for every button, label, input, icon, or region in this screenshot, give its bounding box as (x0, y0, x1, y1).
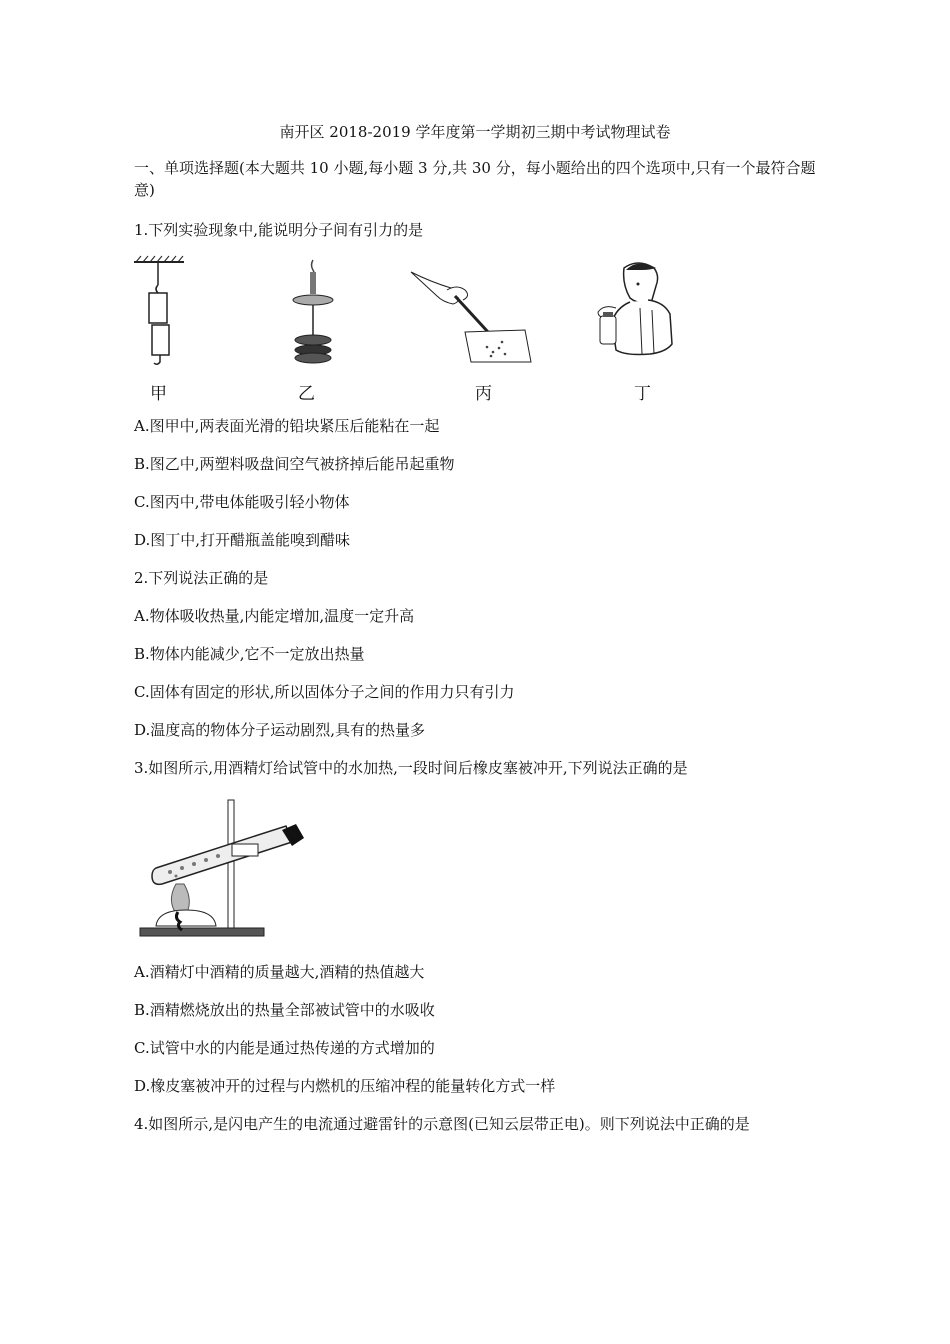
q3-option-c: C.试管中水的内能是通过热传递的方式增加的 (134, 1039, 435, 1057)
q1-option-a: A.图甲中,两表面光滑的铅块紧压后能粘在一起 (134, 417, 440, 435)
figure-ding-vinegar-smell (590, 258, 680, 368)
q3-stem: 3.如图所示,用酒精灯给试管中的水加热,一段时间后橡皮塞被冲开,下列说法正确的是 (134, 759, 688, 777)
q2-option-c: C.固体有固定的形状,所以固体分子之间的作用力只有引力 (134, 683, 515, 701)
q2-stem: 2.下列说法正确的是 (134, 569, 269, 587)
q2-option-a: A.物体吸收热量,内能定增加,温度一定升高 (134, 607, 415, 625)
q2-option-d: D.温度高的物体分子运动剧烈,具有的热量多 (134, 721, 426, 739)
figure-label-ding: 丁 (634, 384, 651, 404)
figure-label-yi: 乙 (298, 384, 315, 404)
q3-option-b: B.酒精燃烧放出的热量全部被试管中的水吸收 (134, 1001, 435, 1019)
q1-option-c: C.图丙中,带电体能吸引轻小物体 (134, 493, 350, 511)
q1-stem: 1.下列实验现象中,能说明分子间有引力的是 (134, 221, 424, 239)
exam-title: 南开区 2018-2019 学年度第一学期初三期中考试物理试卷 (279, 123, 671, 141)
q3-option-a: A.酒精灯中酒精的质量越大,酒精的热值越大 (134, 963, 425, 981)
figure-label-jia: 甲 (150, 384, 167, 404)
q2-option-b: B.物体内能减少,它不一定放出热量 (134, 645, 365, 663)
q1-option-d: D.图丁中,打开醋瓶盖能嗅到醋味 (134, 531, 351, 549)
q4-stem: 4.如图所示,是闪电产生的电流通过避雷针的示意图(已知云层带正电)。则下列说法中正确的是 (134, 1115, 750, 1133)
figure-label-bing: 丙 (475, 384, 492, 404)
figure-test-tube-heating (136, 796, 308, 942)
q1-option-b: B.图乙中,两塑料吸盘间空气被挤掉后能吊起重物 (134, 455, 455, 473)
figure-bing-charged-rod (407, 262, 537, 367)
figure-yi-suction-cups (288, 258, 338, 368)
figure-jia-lead-blocks (128, 255, 198, 370)
q3-option-d: D.橡皮塞被冲开的过程与内燃机的压缩冲程的能量转化方式一样 (134, 1077, 556, 1095)
section-heading: 一、单项选择题(本大题共 10 小题,每小题 3 分,共 30 分，每小题给出的四个选项中,只有一个最符合题意) (134, 159, 816, 199)
